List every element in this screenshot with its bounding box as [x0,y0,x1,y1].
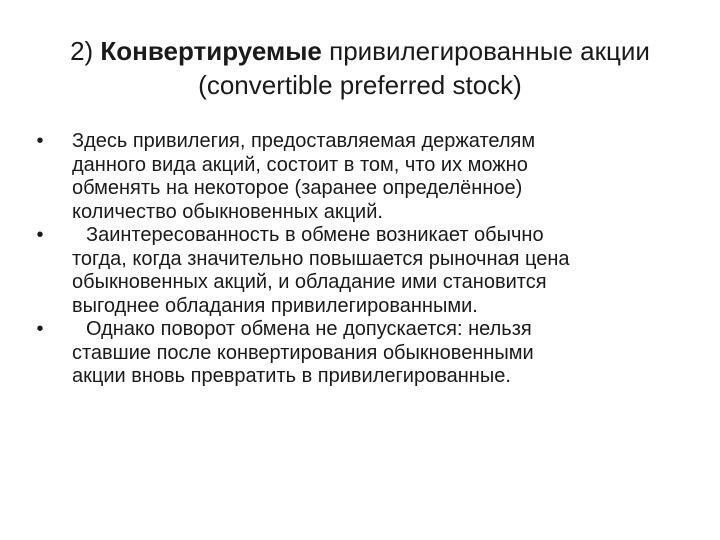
bullet-dot: • [36,224,44,246]
bullet-item-2 [26,224,696,318]
bullet-text [72,224,672,318]
bullet-item-3 [26,318,696,389]
title-bold-term: Конвертируемые [100,36,322,66]
bullet-line: обыкновенных акций, и обладание ими становится [72,271,547,293]
bullet-line: данного вида акций, состоит в том, что их можно [72,153,528,176]
bullet-item-1 [26,130,696,224]
title-rest: привилегированные акции [321,36,650,66]
bullet-line: Однако поворот обмена не допускается: нельзя [86,318,532,340]
title-line-2: (convertible preferred stock) [198,70,522,100]
bullet-line: Здесь привилегия, предоставляемая держателям [72,130,536,152]
bullet-line: тогда, когда значительно повышается рыночная цена [72,247,570,270]
bullet-line: Заинтересованность в обмене возникает обычно [86,224,544,246]
bullet-dot: • [36,318,44,340]
title-prefix: 2) [70,36,101,66]
bullet-line: обменять на некоторое (заранее определённое) [72,177,523,199]
bullet-text [72,318,672,389]
slide-title [36,34,684,102]
bullet-line: ставшие после конвертирования обыкновенными [72,341,534,364]
bullet-line: количество обыкновенных акций. [72,200,383,223]
bullet-dot: • [36,130,44,152]
bullet-line: акции вновь превратить в привилегированные. [72,365,511,387]
bullet-list [26,130,696,389]
bullet-text [72,130,672,224]
bullet-line: выгоднее обладания привилегированными. [72,294,478,317]
title-line-1 [36,34,684,68]
